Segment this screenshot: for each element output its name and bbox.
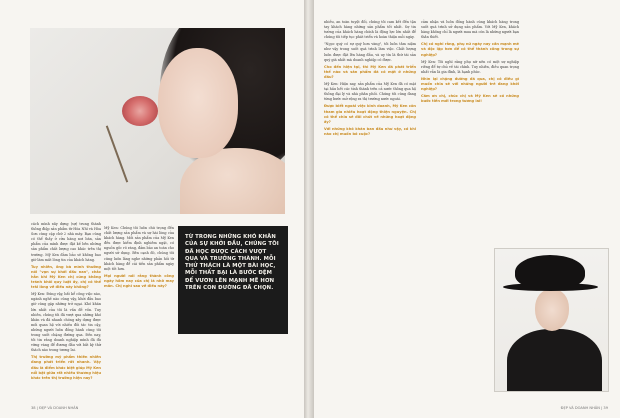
body-paragraph: Mỹ Ken: Tôi nghĩ rằng phụ nữ nên có một sự nghiệp riêng để tự chủ về tài chính. Tuy nhiên, điều quan trọng nhất vẫn là gia đình, là hạnh phúc. <box>421 59 519 74</box>
interview-question: Với những khó khăn ban đầu như vậy, có khi nào chị muốn bỏ cuộc? <box>324 126 416 136</box>
right-column-1 <box>324 20 416 139</box>
interview-question: Cho đến hiện tại, thì Mỹ Ken đã phát triển thế nào và sản phẩm đã có mặt ở những đâu? <box>324 64 416 79</box>
portrait-photo-hat <box>494 248 609 392</box>
interview-question: Mọi người nói rằng thành công ngày hôm nay của chị là nhờ may mắn. Chị nghĩ sao về điều này? <box>104 273 174 289</box>
interview-question: Chị có nghĩ rằng, phụ nữ ngày nay cần mạnh mẽ và độc lập hơn để có thể thành công trong sự nghiệp? <box>421 42 519 57</box>
footer-right: ĐẸP VÀ DOANH NHÂN | 39 <box>560 406 608 410</box>
right-page <box>314 0 620 418</box>
body-paragraph: Mỹ Ken: Hiện nay, sản phẩm của Mỹ Ken đã có mặt tại hầu hết các tỉnh thành trên cả nước thông qua hệ thống đại lý và nhà phân phối. Chúng tôi cũng đang từng bước mở rộng ra thị trường nước ngoài. <box>324 82 416 102</box>
body-paragraph: Mỹ Ken: Chúng tôi luôn chú trọng đến chất lượng sản phẩm và sự hài lòng của khách hàng. Mỗi sản phẩm của Mỹ Ken đều được kiểm định nghiêm ngặt, có nguồn gốc rõ ràng, đảm bảo an toàn cho người sử dụng. Bên cạnh đó, chúng tôi cũng luôn lắng nghe những phản hồi từ khách hàng để cải tiến sản phẩm ngày một tốt hơn. <box>104 226 174 271</box>
body-paragraph: Mỹ Ken: Đúng vậy, bất kể công việc nào, ngành nghề nào cũng vậy, khởi đầu bao giờ cũng gặp những trở ngại. Khó khăn lớn nhất của tôi là vấn đề vốn. Tuy nhiên, chúng tôi đã vượt qua những khó khăn và đã nhanh chóng xây dựng được mối quan hệ với nhiều đối tác tin cậy, những người luôn đồng hành cùng tôi trong suốt chặng đường qua. Đến nay, tôi tin rằng doanh nghiệp mình đã đủ vững vàng để đương đầu với bất kỳ thử thách nào trong tương lai. <box>31 292 101 353</box>
body-paragraph: nhiều, an toàn tuyệt đối, chúng tôi cam kết đến tận tay khách hàng những sản phẩm tốt nhất. Sự tin tưởng của khách hàng chính là động lực lớn nhất để chúng tôi tiếp tục phát triển và hoàn thiện mỗi ngày. <box>324 20 416 40</box>
photo-face-2 <box>535 289 569 331</box>
pull-quote-text: TỪ TRONG NHỮNG KHÓ KHĂN CỦA SỰ KHỞI ĐẦU, CHÚNG TÔI ĐÃ HỌC ĐƯỢC CÁCH VƯỢT QUA VÀ TRƯỞNG THÀNH. MỖI THỬ THÁCH LÀ MỘT BÀI HỌC, MỖI THẤT BẠI LÀ BƯỚC ĐỆM ĐỂ VƯƠN LÊN MẠNH MẼ HƠN TRÊN CON ĐƯỜNG ĐÃ CHỌN. <box>185 234 279 292</box>
hat <box>515 255 585 289</box>
left-column-1 <box>31 222 101 383</box>
footer-left: 38 | ĐẸP VÀ DOANH NHÂN <box>31 406 79 410</box>
left-column-2 <box>104 226 174 291</box>
portrait-photo-flower <box>30 28 285 214</box>
flower <box>122 96 158 126</box>
pull-quote-box <box>178 226 288 334</box>
flower-stem <box>106 125 128 182</box>
body-paragraph: cảm nhận và luôn đồng hành cùng khách hàng trong suốt quá trình sử dụng sản phẩm. Với Mỹ Ken, khách hàng không chỉ là người mua mà còn là những người bạn thân thiết. <box>421 20 519 40</box>
photo-body <box>507 329 602 392</box>
interview-question: Cảm ơn chị, chúc chị và Mỹ Ken sẽ có những bước tiến mới trong tương lai! <box>421 94 519 104</box>
page-spine <box>304 0 314 418</box>
photo-face <box>158 48 238 158</box>
interview-question: Nhìn lại chặng đường đã qua, chị có điều gì muốn chia sẻ với những người trẻ đang khởi nghiệp? <box>421 76 519 92</box>
left-page <box>0 0 304 418</box>
body-paragraph: "Ngọc quý có sự quý hơn vàng", tôi luôn tâm niệm như vậy trong suốt quá trình làm việc. Chất lượng luôn được đặt lên hàng đầu, và uy tín là thứ tài sản quý giá nhất mà doanh nghiệp có được. <box>324 42 416 62</box>
right-column-2 <box>421 20 519 106</box>
interview-question: Thị trường mỹ phẩm thiên nhiên đang phát triển rất nhanh. Vậy đâu là điểm khác biệt giúp Mỹ Ken nổi bật giữa rất nhiều thương hiệu khác trên thị trường hiện nay? <box>31 355 101 380</box>
body-paragraph: cách mình xây dựng (sự) trung thành thông điệp sản phẩm từ Hòa Nhĩ và Hòa Sơn cùng cặp chữ 2 nhà máy. Bạn cũng có thể thấy ở cửa hàng nơi bán, sản phẩm của mình được đặt kề bên những sản phẩm chất lượng cao khác trên thị trường. Mỹ Ken đảm bảo sẽ không bao giờ làm mất lòng tin của khách hàng. <box>31 222 101 262</box>
interview-question: Tuy nhiên, ông bà mình thường nói "vạn sự khởi đầu nan", chắc hẳn khi Mỹ Ken chị cũng không tránh khỏi quy luật ấy, chị có thể trải lòng về điều này không? <box>31 264 101 290</box>
interview-question: Được biết ngoài việc kinh doanh, Mỹ Ken còn tham gia nhiều hoạt động thiện nguyện. Chị có thể chia sẻ đôi chút về những hoạt động ấy? <box>324 104 416 124</box>
